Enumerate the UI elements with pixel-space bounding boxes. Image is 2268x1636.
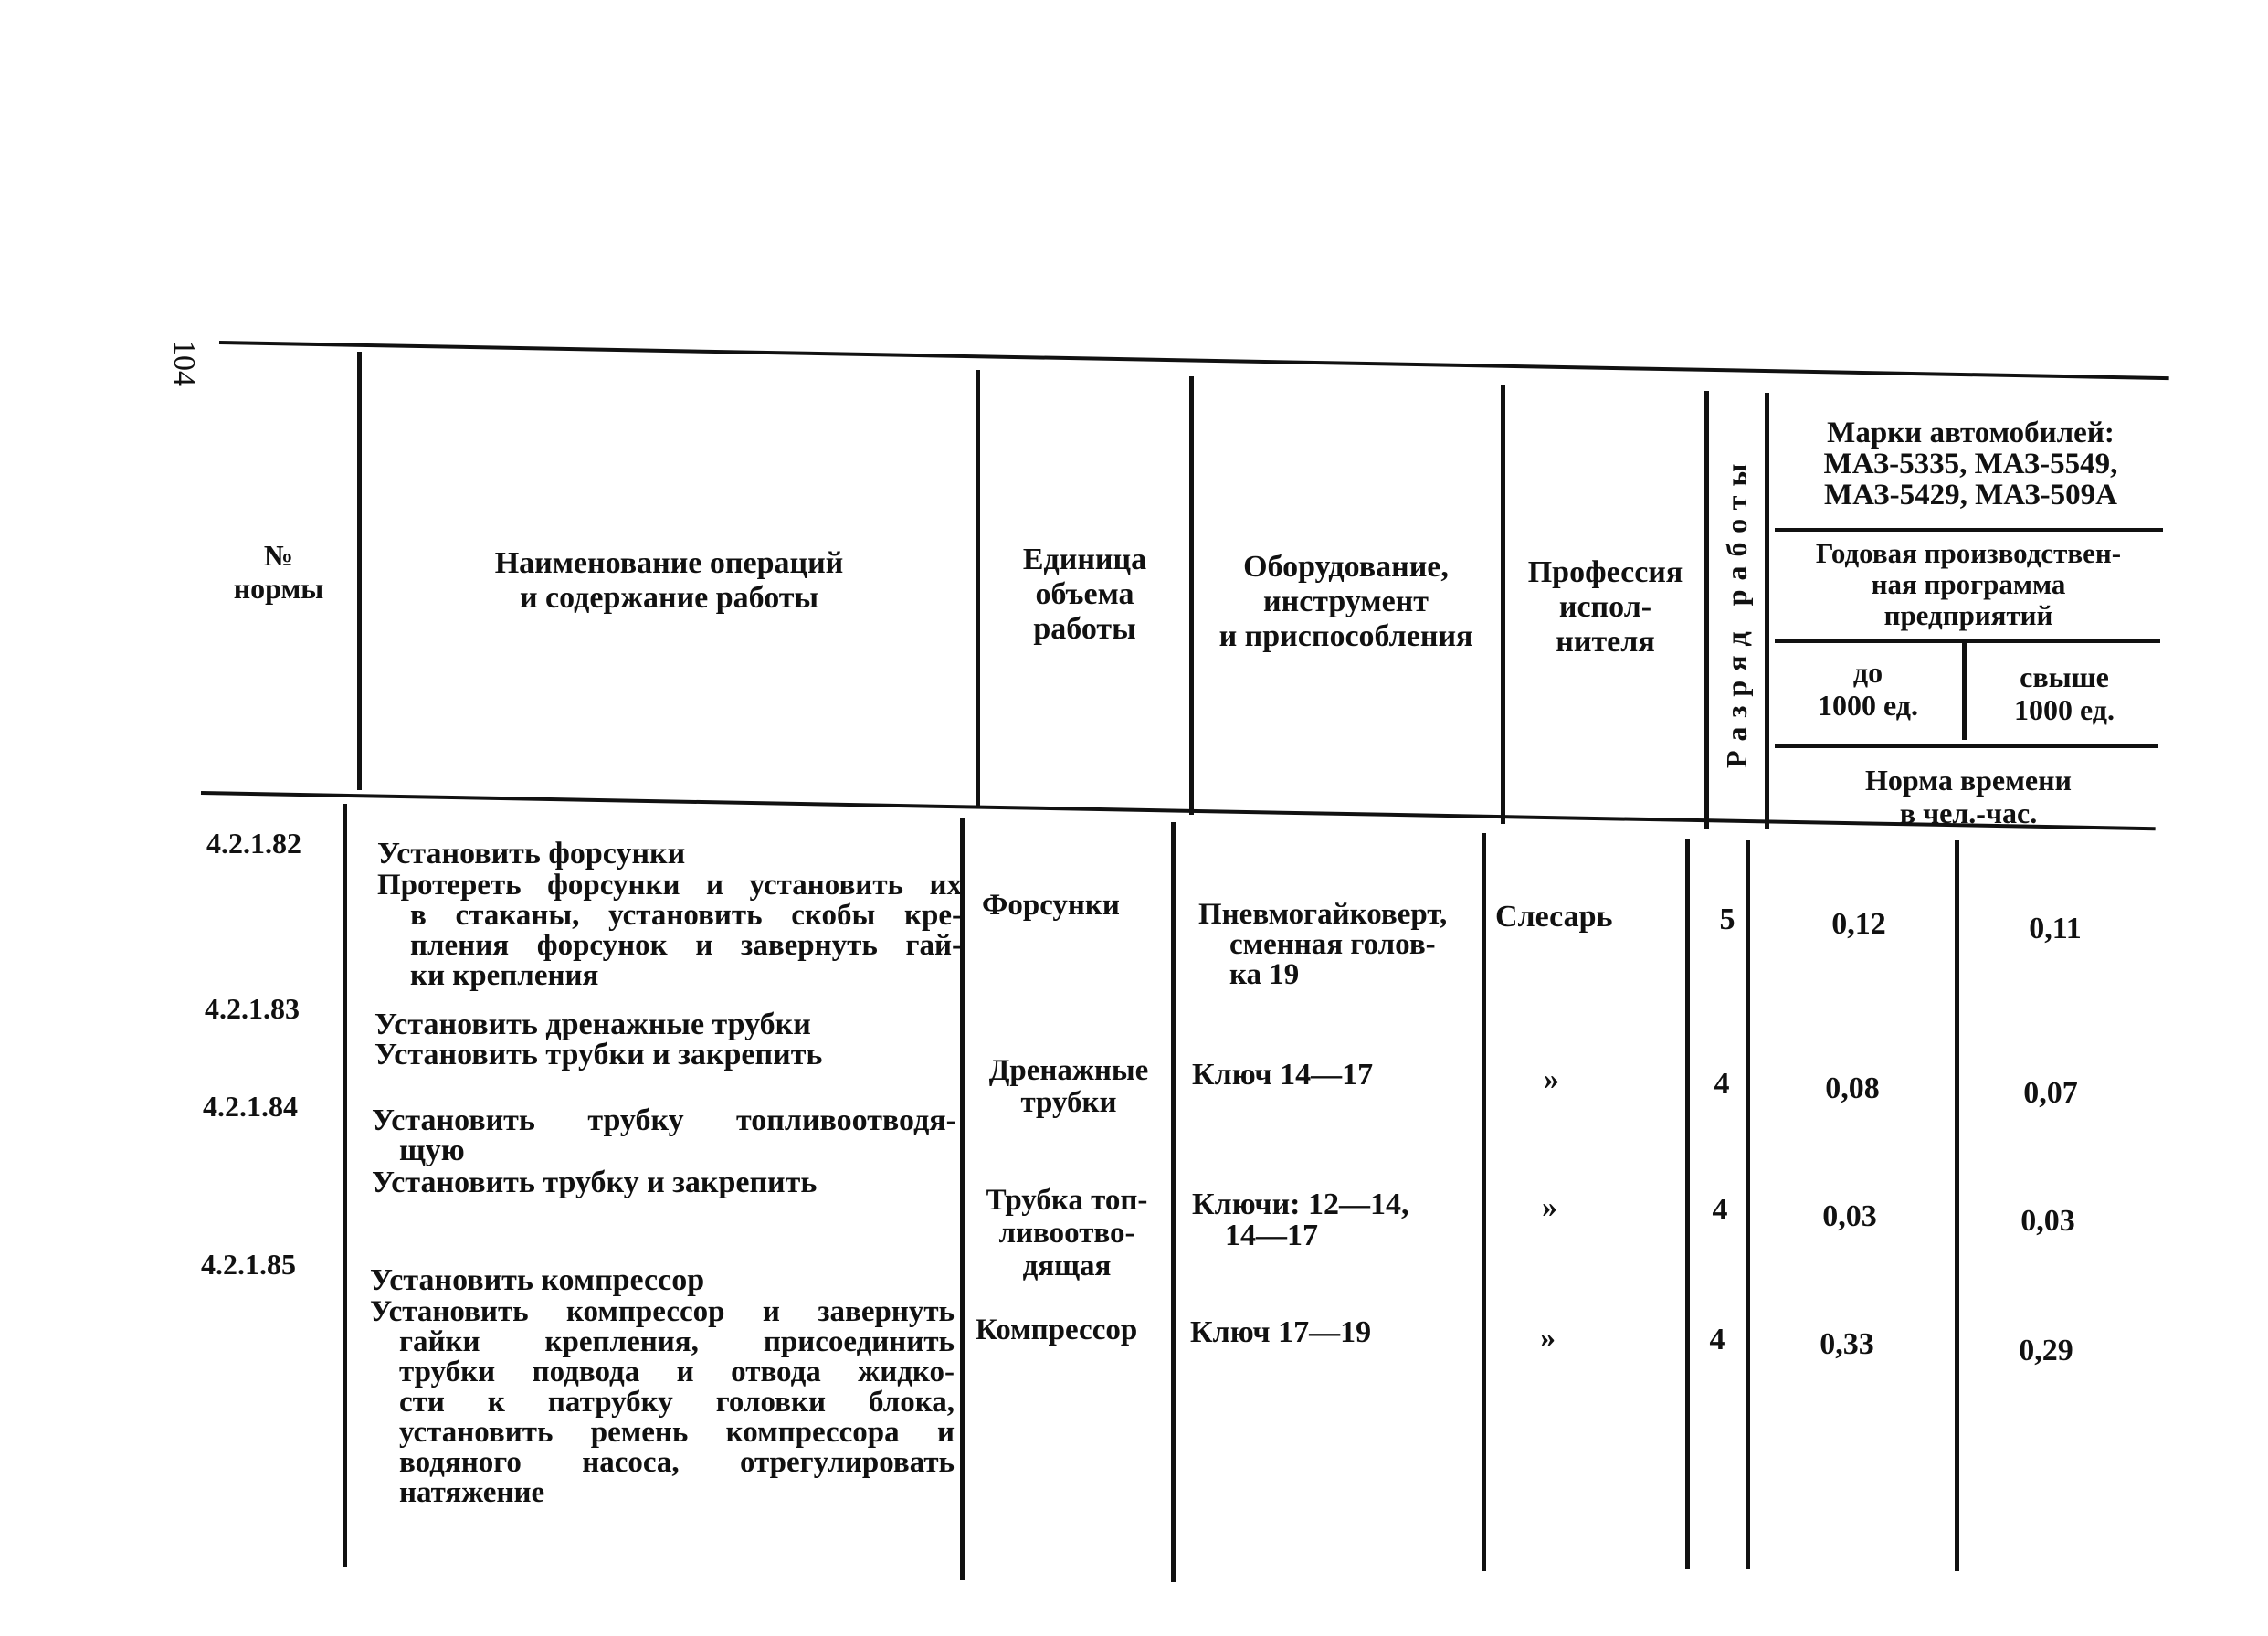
row-norm-up-to: 0,12 (1831, 907, 1886, 941)
col-rule-5-body (1685, 839, 1690, 1569)
row-rank: 5 (1719, 902, 1735, 936)
row-norm-over: 0,03 (2020, 1204, 2075, 1238)
norm-divider (1775, 744, 2158, 748)
row-equipment: Пневмогайковерт, сменная голов- ка 19 (1198, 898, 1448, 991)
row-rank: 4 (1714, 1067, 1730, 1101)
row-rank: 4 (1712, 1193, 1728, 1227)
row-number: 4.2.1.83 (205, 992, 300, 1025)
row-rank: 4 (1709, 1323, 1725, 1356)
header-up-to: до 1000 ед. (1818, 656, 1918, 722)
row-unit: Форсунки (982, 889, 1120, 922)
col-rule-1 (357, 352, 362, 790)
row-unit: Компрессор (976, 1314, 1138, 1346)
header-col-no: № нормы (233, 539, 324, 605)
header-col-rank: Разряд работы (1720, 454, 1753, 768)
program-divider (1775, 639, 2160, 643)
row-norm-up-to: 0,33 (1820, 1327, 1874, 1361)
header-brands: Марки автомобилей: МАЗ-5335, МАЗ-5549, МАЗ-5429, МАЗ-509А (1823, 417, 2118, 512)
col-rule-4 (1501, 385, 1505, 824)
row-equipment: Ключи: 12—14, 14—17 (1192, 1187, 1409, 1252)
row-norm-up-to: 0,08 (1825, 1071, 1880, 1105)
header-col-prof: Профессия испол- нителя (1527, 555, 1683, 659)
row-norm-up-to: 0,03 (1822, 1199, 1877, 1233)
col-rule-6-body (1746, 840, 1750, 1569)
row-profession: Слесарь (1495, 900, 1613, 934)
col-rule-4-body (1482, 833, 1486, 1571)
header-col-unit: Единица объема работы (1022, 543, 1147, 646)
col-rule-5 (1704, 391, 1709, 829)
table-top-rule (219, 341, 2169, 380)
col-rule-7 (1962, 639, 1967, 740)
row-description: Установить компрессор и завернуть гайки крепления, присоединить трубки подвода и отвода жидко- сти к патрубку головки блока, установить ремень компрессора и водяного насоса, отрегулировать натяжение (370, 1295, 955, 1509)
brands-divider (1775, 528, 2163, 532)
header-program: Годовая производствен- ная программа предприятий (1815, 537, 2122, 631)
row-description: Протереть форсунки и установить их в стаканы, установить скобы кре- пления форсунок и завернуть гай- ки крепления (377, 869, 962, 992)
col-rule-2 (976, 370, 980, 808)
header-over: свыше 1000 ед. (2014, 660, 2115, 726)
row-norm-over: 0,11 (2029, 912, 2082, 945)
row-profession: » (1542, 1190, 1557, 1224)
row-profession: » (1540, 1321, 1556, 1355)
page-number: 104 (167, 340, 201, 386)
row-norm-over: 0,29 (2019, 1334, 2073, 1367)
row-description: Установить трубки и закрепить (374, 1038, 823, 1071)
row-number: 4.2.1.84 (203, 1090, 298, 1123)
row-equipment: Ключ 14—17 (1192, 1058, 1374, 1092)
row-profession: » (1544, 1062, 1559, 1096)
row-equipment: Ключ 17—19 (1190, 1315, 1372, 1349)
row-number: 4.2.1.85 (201, 1248, 296, 1281)
row-title: Установить дренажные трубки (374, 1008, 811, 1041)
col-rule-1-body (343, 804, 347, 1567)
header-norm: Норма времени в чел.-час. (1865, 764, 2072, 829)
col-rule-3-body (1171, 822, 1176, 1582)
header-col-name: Наименование операций и содержание работы (494, 546, 844, 615)
header-col-equip: Оборудование, инструмент и приспособления (1218, 550, 1473, 653)
row-description: Установить трубку и закрепить (372, 1166, 818, 1199)
row-unit: Трубка топ- ливоотво- дящая (986, 1184, 1148, 1282)
row-number: 4.2.1.82 (206, 827, 301, 860)
col-rule-6 (1765, 393, 1769, 829)
row-unit: Дренажные трубки (988, 1054, 1149, 1119)
row-title: Установить трубку топливоотводя- щую (372, 1103, 956, 1167)
row-norm-over: 0,07 (2023, 1076, 2078, 1110)
row-title: Установить форсунки (377, 837, 686, 871)
row-title: Установить компрессор (370, 1263, 705, 1297)
